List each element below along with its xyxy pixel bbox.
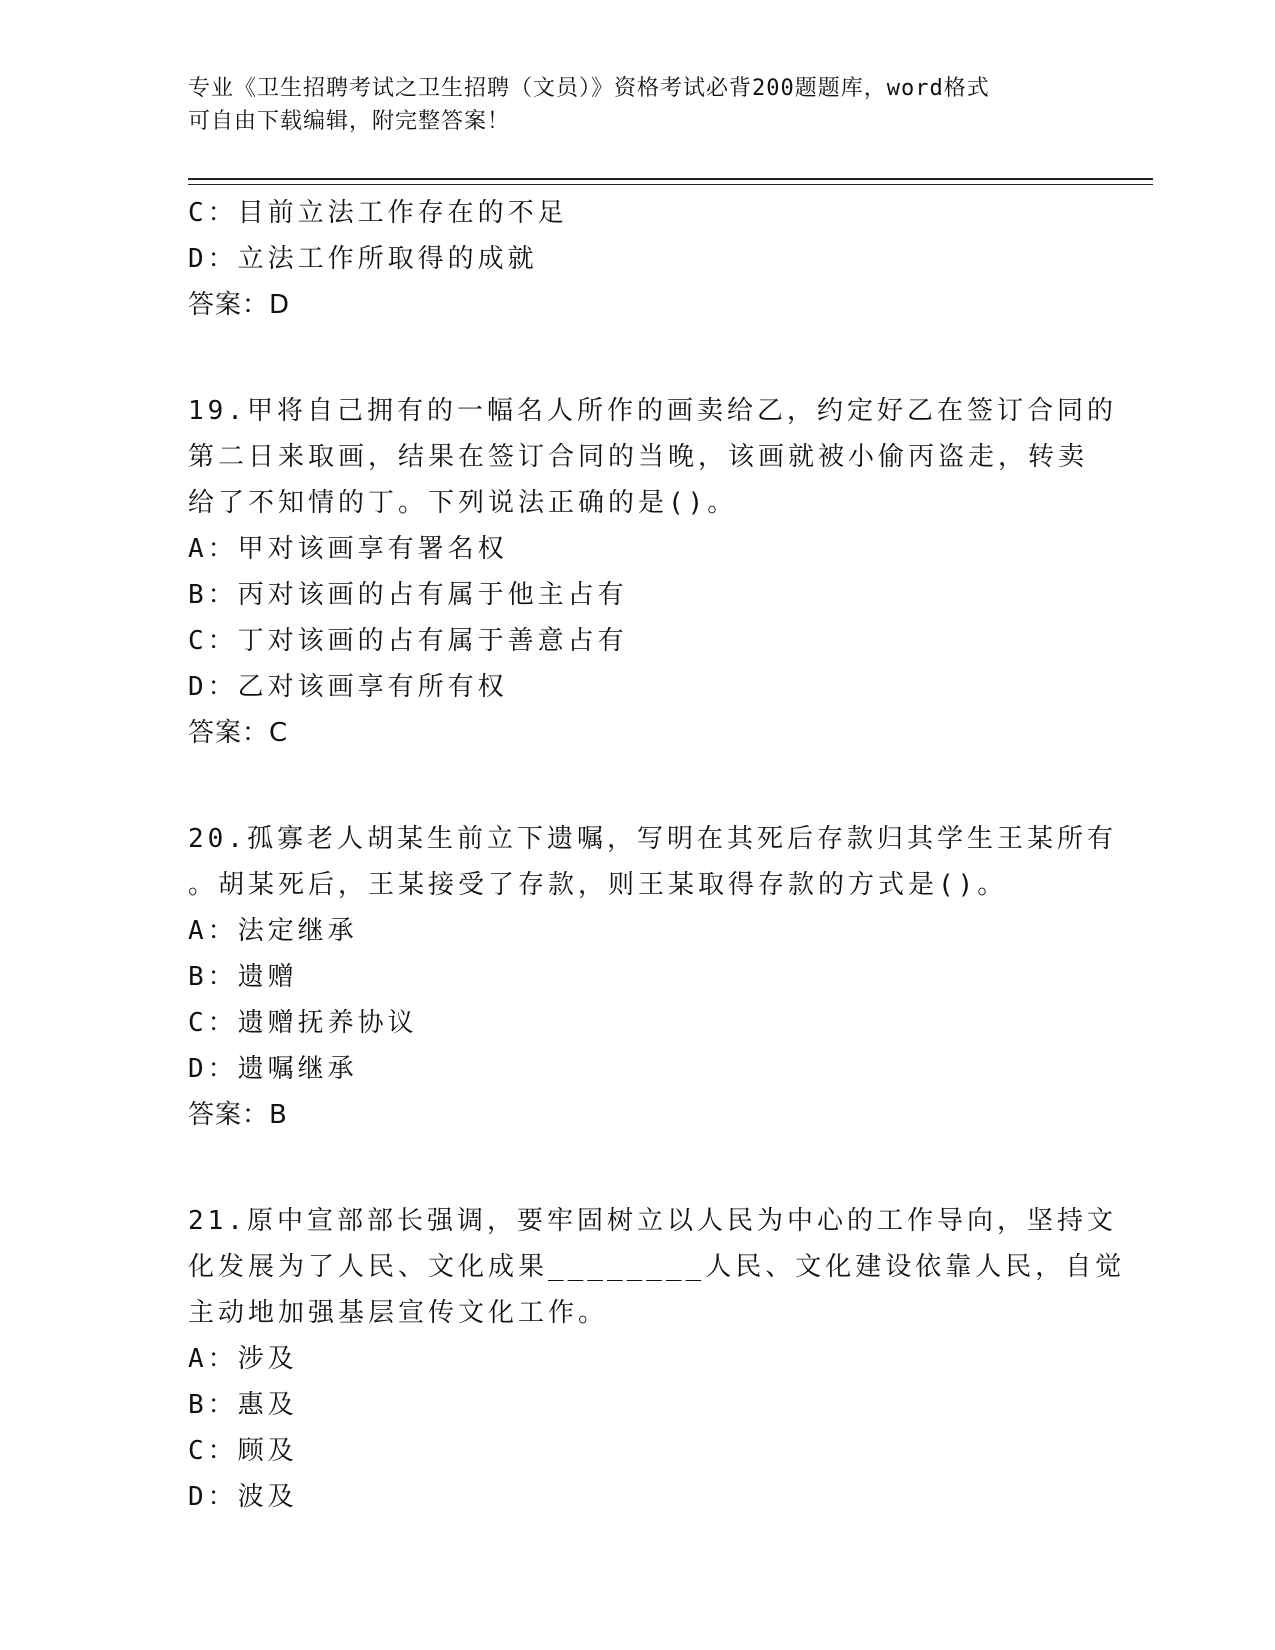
option-c: C：目前立法工作存在的不足 [188,198,568,228]
stem-line: 给了不知情的丁。下列说法正确的是()。 [188,488,738,518]
stem-line: 主动地加强基层宣传文化工作。 [188,1298,609,1328]
question-21 [188,1198,1126,1520]
question-stem [188,1198,1126,1336]
option-d: D：波及 [188,1482,298,1512]
question-20 [188,816,1117,1138]
option-d: D：乙对该画享有所有权 [188,672,508,702]
option-d: D：立法工作所取得的成就 [188,244,538,274]
option-b: B：惠及 [188,1390,298,1420]
option-a: A：涉及 [188,1344,298,1374]
header-rule-thick [188,178,1153,180]
header-line-2: 可自由下载编辑，附完整答案！ [188,109,511,134]
option-d: D：遗嘱继承 [188,1054,358,1084]
question-18-tail [188,190,1088,328]
stem-line: 21.原中宣部部长强调，要牢固树立以人民为中心的工作导向，坚持文 [188,1206,1117,1236]
document-header [188,72,1068,138]
header-line-1: 专业《卫生招聘考试之卫生招聘（文员）》资格考试必背200题题库，word格式 [188,76,990,101]
stem-line: 化发展为了人民、文化成果________人民、文化建设依靠人民，自觉 [188,1252,1126,1282]
stem-line: 第二日来取画，结果在签订合同的当晚，该画就被小偷丙盗走，转卖 [188,442,1089,472]
answer-line: 答案：B [188,1100,288,1130]
header-rule-thin [188,184,1153,185]
option-a: A：法定继承 [188,916,358,946]
option-b: B：丙对该画的占有属于他主占有 [188,580,628,610]
question-stem [188,816,1117,908]
answer-line: 答案：D [188,290,291,320]
option-c: C：遗赠抚养协议 [188,1008,418,1038]
stem-line: 20.孤寡老人胡某生前立下遗嘱，写明在其死后存款归其学生王某所有 [188,824,1117,854]
option-b: B：遗赠 [188,962,298,992]
question-stem [188,388,1117,526]
question-19 [188,388,1117,756]
answer-line: 答案：C [188,718,289,748]
stem-line: 。胡某死后，王某接受了存款，则王某取得存款的方式是()。 [188,870,1008,900]
option-c: C：顾及 [188,1436,298,1466]
option-a: A：甲对该画享有署名权 [188,534,508,564]
stem-line: 19.甲将自己拥有的一幅名人所作的画卖给乙，约定好乙在签订合同的 [188,396,1117,426]
option-c: C：丁对该画的占有属于善意占有 [188,626,628,656]
question-list [188,190,1126,1520]
